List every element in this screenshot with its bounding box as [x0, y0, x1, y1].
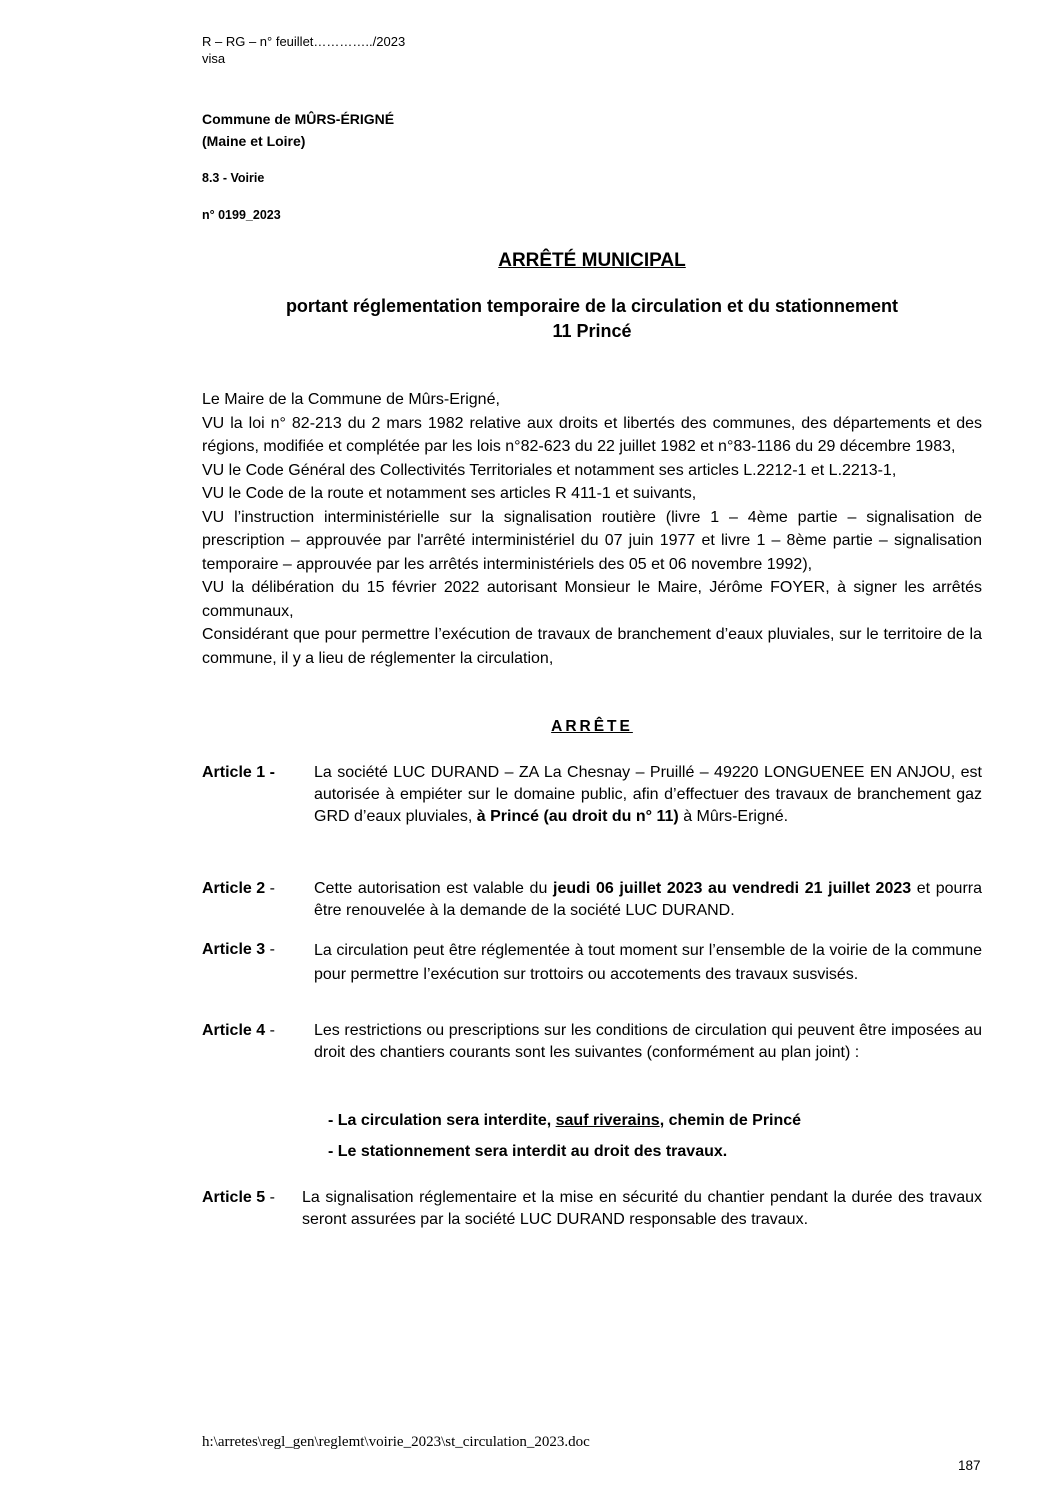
visa-label: visa	[202, 51, 226, 66]
arrete-heading: ARRÊTE	[551, 718, 633, 735]
article-2-label: Article 2 -	[202, 880, 275, 897]
subtitle	[202, 294, 982, 344]
article-1-text: La société LUC DURAND – ZA La Chesnay – Pruillé – 49220 LONGUENEE EN ANJOU, est autorisée à empiéter sur le domaine public, afin d’effectuer des travaux de branchement gaz GRD d’eaux pluviales, à Princé (au droit du n° 11) à Mûrs-Erigné.	[314, 764, 982, 825]
commune-block	[202, 108, 394, 152]
article-1-label: Article 1 -	[202, 764, 275, 781]
preamble-line: VU l’instruction interministérielle sur la signalisation routière (livre 1 – 4ème partie – signalisation de prescription – approuvée par l'arrêté interministériel du 07 juin 1977 et livre 1 – 8ème partie – signalisation temporaire – approuvée par les arrêtés interministériels des 05 et 06 novembre 1992),	[202, 508, 982, 573]
article-4-text: Les restrictions ou prescriptions sur les conditions de circulation qui peuvent être imposées au droit des chantiers courants sont les suivantes (conformément au plan joint) :	[314, 1022, 982, 1061]
preamble-line: VU la loi n° 82-213 du 2 mars 1982 relative aux droits et libertés des communes, des départements et des régions, modifiée et complétée par les lois n°82-623 du 22 juillet 1982 et n°83-1186 du 29 décembre 1983,	[202, 414, 982, 455]
preamble-line: VU le Code de la route et notamment ses articles R 411-1 et suivants,	[202, 485, 697, 502]
preamble-line: VU le Code Général des Collectivités Territoriales et notamment ses articles L.2212-1 et L.2213-1,	[202, 461, 897, 479]
page-number: 187	[958, 1458, 981, 1473]
subtitle-line-1: portant réglementation temporaire de la circulation et du stationnement	[285, 296, 899, 316]
article-3-text: La circulation peut être réglementée à tout moment sur l’ensemble de la voirie de la commune pour permettre l’exécution sur trottoirs ou accotements des travaux susvisés.	[314, 942, 982, 983]
article-5-label: Article 5 -	[202, 1189, 275, 1206]
article-4-bullet-1: - La circulation sera interdite, sauf riverains, chemin de Princé	[328, 1112, 802, 1129]
subtitle-line-2: 11 Princé	[552, 321, 632, 341]
preamble	[202, 388, 982, 670]
preamble-line: Le Maire de la Commune de Mûrs-Erigné,	[202, 391, 500, 408]
footer-file-path: h:\arretes\regl_gen\reglemt\voirie_2023\st_circulation_2023.doc	[202, 1434, 590, 1450]
article-3-label: Article 3 -	[202, 941, 275, 958]
preamble-line: Considérant que pour permettre l’exécution de travaux de branchement d’eaux pluviales, sur le territoire de la commune, il y a lieu de réglementer la circulation,	[202, 626, 982, 667]
commune-name: Commune de MÛRS-ÉRIGNÉ	[202, 111, 395, 127]
article-5-text: La signalisation réglementaire et la mise en sécurité du chantier pendant la durée des travaux seront assurées par la société LUC DURAND responsable des travaux.	[302, 1189, 982, 1228]
reference-line: R – RG – n° feuillet…………../2023	[202, 34, 406, 49]
article-4-label: Article 4 -	[202, 1022, 275, 1039]
decree-number: n° 0199_2023	[202, 208, 281, 222]
commune-department: (Maine et Loire)	[202, 133, 306, 149]
article-2-text: Cette autorisation est valable du jeudi 06 juillet 2023 au vendredi 21 juillet 2023 et pourra être renouvelée à la demande de la société LUC DURAND.	[314, 880, 983, 919]
preamble-line: VU la délibération du 15 février 2022 autorisant Monsieur le Maire, Jérôme FOYER, à signer les arrêtés communaux,	[202, 579, 982, 620]
category-label: 8.3 - Voirie	[202, 171, 265, 185]
article-4-bullet-2: - Le stationnement sera interdit au droit des travaux.	[328, 1143, 728, 1160]
page-title: ARRÊTÉ MUNICIPAL	[498, 250, 686, 271]
